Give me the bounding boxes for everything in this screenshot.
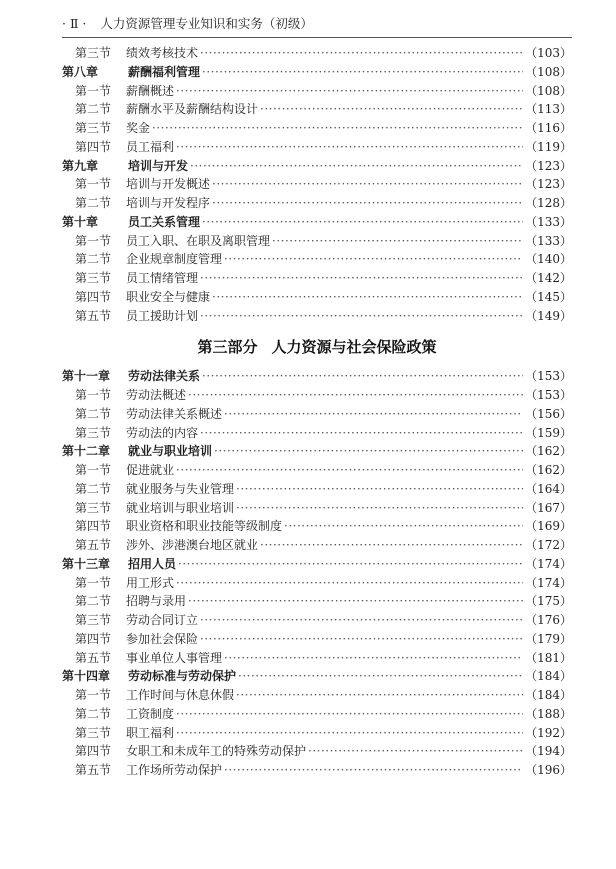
dot-leader (188, 592, 523, 611)
section-title: 薪酬概述 (126, 83, 175, 98)
page-ref: （149） (525, 308, 572, 323)
section-title: 劳动法律关系概述 (126, 406, 223, 421)
dot-leader (212, 175, 523, 194)
toc-section-entry[interactable] (62, 44, 572, 63)
dot-leader (176, 574, 523, 593)
toc-section-entry[interactable] (62, 705, 572, 724)
section-number: 第一节 (75, 575, 112, 590)
chapter-title: 员工关系管理 (128, 214, 201, 229)
page-ref: （133） (525, 214, 572, 229)
section-number: 第五节 (75, 538, 112, 552)
page-ref: （184） (525, 688, 572, 702)
toc-chapter-entry[interactable] (62, 63, 572, 82)
toc-chapter-entry[interactable] (62, 442, 572, 461)
chapter-number: 第十三章 (62, 556, 111, 571)
dot-leader (236, 686, 523, 705)
table-of-contents (62, 44, 572, 780)
dot-leader (238, 667, 523, 686)
section-title: 工作场所劳动保护 (126, 763, 223, 777)
toc-section-entry[interactable] (62, 461, 572, 480)
section-number: 第二节 (75, 481, 112, 496)
dot-leader (200, 307, 523, 326)
toc-section-entry[interactable] (62, 742, 572, 761)
chapter-number: 第十四章 (62, 669, 111, 684)
page-ref: （123） (525, 177, 572, 192)
section-number: 第二节 (75, 406, 112, 421)
section-title: 绩效考核技术 (126, 46, 199, 60)
page-ref: （162） (525, 444, 572, 459)
toc-section-entry[interactable] (62, 405, 572, 424)
dot-leader (308, 742, 523, 761)
toc-section-entry[interactable] (62, 517, 572, 536)
page-ref: （179） (525, 631, 572, 646)
section-title: 员工入职、在职及离职管理 (126, 233, 271, 248)
dot-leader (224, 761, 523, 780)
dot-leader (212, 194, 523, 213)
section-number: 第三节 (75, 613, 112, 627)
toc-section-entry[interactable] (62, 194, 572, 213)
section-title: 员工福利 (126, 139, 175, 154)
chapter-number: 第九章 (62, 158, 99, 173)
page-ref: （142） (525, 271, 572, 285)
page-ref: （153） (525, 369, 572, 384)
section-number: 第三节 (75, 271, 112, 285)
section-title: 工作时间与休息休假 (126, 688, 235, 702)
section-title: 员工情绪管理 (126, 271, 199, 285)
section-title: 工资制度 (126, 706, 175, 721)
section-title: 劳动法概述 (126, 388, 187, 402)
toc-section-entry[interactable] (62, 574, 572, 593)
section-title: 培训与开发程序 (126, 196, 211, 210)
page-ref: （176） (525, 613, 572, 627)
toc-chapter-entry[interactable] (62, 367, 572, 386)
section-title: 员工援助计划 (126, 308, 199, 323)
section-number: 第二节 (75, 196, 112, 210)
page-ref: （113） (525, 102, 572, 117)
page-ref: （119） (525, 139, 572, 154)
toc-section-entry[interactable] (62, 138, 572, 157)
section-number: 第三节 (75, 500, 112, 515)
section-title: 促进就业 (126, 463, 175, 477)
section-number: 第五节 (75, 763, 112, 777)
page-ref: （116） (525, 121, 572, 135)
toc-section-entry[interactable] (62, 480, 572, 499)
page-ref: （172） (525, 538, 572, 552)
section-number: 第一节 (75, 388, 112, 402)
section-number: 第二节 (75, 102, 112, 117)
toc-chapter-entry[interactable] (62, 667, 572, 686)
dot-leader (178, 555, 523, 574)
toc-section-entry[interactable] (62, 761, 572, 780)
page-ref: （194） (525, 744, 572, 759)
section-number: 第二节 (75, 706, 112, 721)
section-title: 就业培训与职业培训 (126, 500, 235, 515)
section-number: 第一节 (75, 688, 112, 702)
dot-leader (200, 630, 523, 649)
chapter-title: 就业与职业培训 (128, 444, 213, 459)
page-ref: （159） (525, 425, 572, 440)
chapter-title: 劳动法律关系 (128, 369, 201, 384)
section-title: 薪酬水平及薪酬结构设计 (126, 102, 259, 117)
section-number: 第五节 (75, 308, 112, 323)
chapter-title: 薪酬福利管理 (128, 64, 201, 79)
toc-section-entry[interactable] (62, 424, 572, 443)
toc-section-entry[interactable] (62, 100, 572, 119)
section-title: 用工形式 (126, 575, 175, 590)
dot-leader (272, 232, 523, 251)
dot-leader (200, 611, 523, 630)
page-ref: （181） (525, 650, 572, 665)
section-number: 第四节 (75, 139, 112, 154)
section-number: 第二节 (75, 252, 112, 267)
dot-leader (236, 480, 523, 499)
section-number: 第四节 (75, 631, 112, 646)
dot-leader (224, 250, 523, 269)
dot-leader (236, 499, 523, 518)
page-ref: （145） (525, 289, 572, 304)
chapter-number: 第十一章 (62, 369, 111, 384)
toc-section-entry[interactable] (62, 686, 572, 705)
section-number: 第四节 (75, 744, 112, 759)
dot-leader (212, 288, 523, 307)
toc-section-entry[interactable] (62, 499, 572, 518)
toc-section-entry[interactable] (62, 250, 572, 269)
section-number: 第四节 (75, 289, 112, 304)
toc-section-entry[interactable] (62, 288, 572, 307)
part-number: 第三部分 (197, 338, 258, 357)
section-number: 第一节 (75, 233, 112, 248)
page-ref: （196） (525, 763, 572, 777)
chapter-number: 第十二章 (62, 444, 111, 459)
page-ref: （108） (525, 64, 572, 79)
toc-section-entry[interactable] (62, 269, 572, 288)
section-number: 第二节 (75, 594, 112, 609)
page-ref: （167） (525, 500, 572, 515)
header-rule (62, 37, 572, 38)
dot-leader (176, 724, 523, 743)
toc-section-entry[interactable] (62, 630, 572, 649)
toc-section-entry[interactable] (62, 649, 572, 668)
page-ref: （103） (525, 46, 572, 60)
dot-leader (176, 82, 523, 101)
dot-leader (200, 44, 523, 63)
toc-section-entry[interactable] (62, 232, 572, 251)
section-title: 职业安全与健康 (126, 289, 211, 304)
section-number: 第三节 (75, 121, 112, 135)
section-title: 企业规章制度管理 (126, 252, 223, 267)
section-title: 职工福利 (126, 725, 175, 740)
section-title: 培训与开发概述 (126, 177, 211, 192)
toc-section-entry[interactable] (62, 307, 572, 326)
dot-leader (214, 442, 523, 461)
toc-section-entry[interactable] (62, 386, 572, 405)
toc-section-entry[interactable] (62, 175, 572, 194)
page-ref: （188） (525, 706, 572, 721)
toc-section-entry[interactable] (62, 611, 572, 630)
dot-leader (200, 269, 523, 288)
page-ref: （162） (525, 463, 572, 477)
section-title: 招聘与录用 (126, 594, 187, 609)
section-number: 第四节 (75, 519, 112, 534)
chapter-title: 招用人员 (128, 556, 177, 571)
toc-chapter-entry[interactable] (62, 157, 572, 176)
page-ref: （133） (525, 233, 572, 248)
page-ref: （169） (525, 519, 572, 534)
toc-section-entry[interactable] (62, 119, 572, 138)
toc-chapter-entry[interactable] (62, 555, 572, 574)
section-number: 第一节 (75, 83, 112, 98)
toc-chapter-entry[interactable] (62, 213, 572, 232)
page-ref: （174） (525, 556, 572, 571)
section-title: 就业服务与失业管理 (126, 481, 235, 496)
dot-leader (176, 138, 523, 157)
part-title: 人力资源与社会保险政策 (271, 338, 437, 357)
page-ref: （156） (525, 406, 572, 421)
section-title: 奖金 (126, 121, 151, 135)
section-title: 职业资格和职业技能等级制度 (126, 519, 283, 534)
section-title: 劳动法的内容 (126, 425, 199, 440)
section-number: 第一节 (75, 177, 112, 192)
page-ref: （184） (525, 669, 572, 684)
running-header (62, 14, 572, 34)
dot-leader (190, 157, 523, 176)
toc-section-entry[interactable] (62, 592, 572, 611)
page-ref: （108） (525, 83, 572, 98)
section-number: 第三节 (75, 725, 112, 740)
dot-leader (202, 367, 523, 386)
section-title: 劳动合同订立 (126, 613, 199, 627)
section-number: 第三节 (75, 46, 112, 60)
page-ref: （153） (525, 388, 572, 402)
page-ref: （192） (525, 725, 572, 740)
dot-leader (176, 461, 523, 480)
section-number: 第五节 (75, 650, 112, 665)
dot-leader (152, 119, 523, 138)
page-ref: （164） (525, 481, 572, 496)
dot-leader (224, 649, 523, 668)
toc-section-entry[interactable] (62, 82, 572, 101)
page-ref: （174） (525, 575, 572, 590)
section-number: 第三节 (75, 425, 112, 440)
dot-leader (176, 705, 523, 724)
section-number: 第一节 (75, 463, 112, 477)
book-title: 人力资源管理专业知识和实务（初级） (100, 16, 313, 31)
section-title: 女职工和未成年工的特殊劳动保护 (126, 744, 307, 759)
toc-section-entry[interactable] (62, 724, 572, 743)
part-heading (62, 325, 572, 367)
dot-leader (224, 405, 523, 424)
chapter-number: 第十章 (62, 214, 99, 229)
section-title: 参加社会保险 (126, 631, 199, 646)
dot-leader (188, 386, 523, 405)
page-ref: （140） (525, 252, 572, 267)
dot-leader (202, 213, 523, 232)
chapter-title: 劳动标准与劳动保护 (128, 669, 237, 684)
dot-leader (260, 100, 523, 119)
dot-leader (202, 63, 523, 82)
dot-leader (260, 536, 523, 555)
page-ref: （128） (525, 196, 572, 210)
dot-leader (200, 424, 523, 443)
dot-leader (284, 517, 523, 536)
toc-section-entry[interactable] (62, 536, 572, 555)
chapter-title: 培训与开发 (128, 158, 189, 173)
page-ref: （123） (525, 158, 572, 173)
chapter-number: 第八章 (62, 64, 99, 79)
page-number: · Ⅱ · (62, 16, 87, 31)
section-title: 事业单位人事管理 (126, 650, 223, 665)
page-ref: （175） (525, 594, 572, 609)
section-title: 涉外、涉港澳台地区就业 (126, 538, 259, 552)
